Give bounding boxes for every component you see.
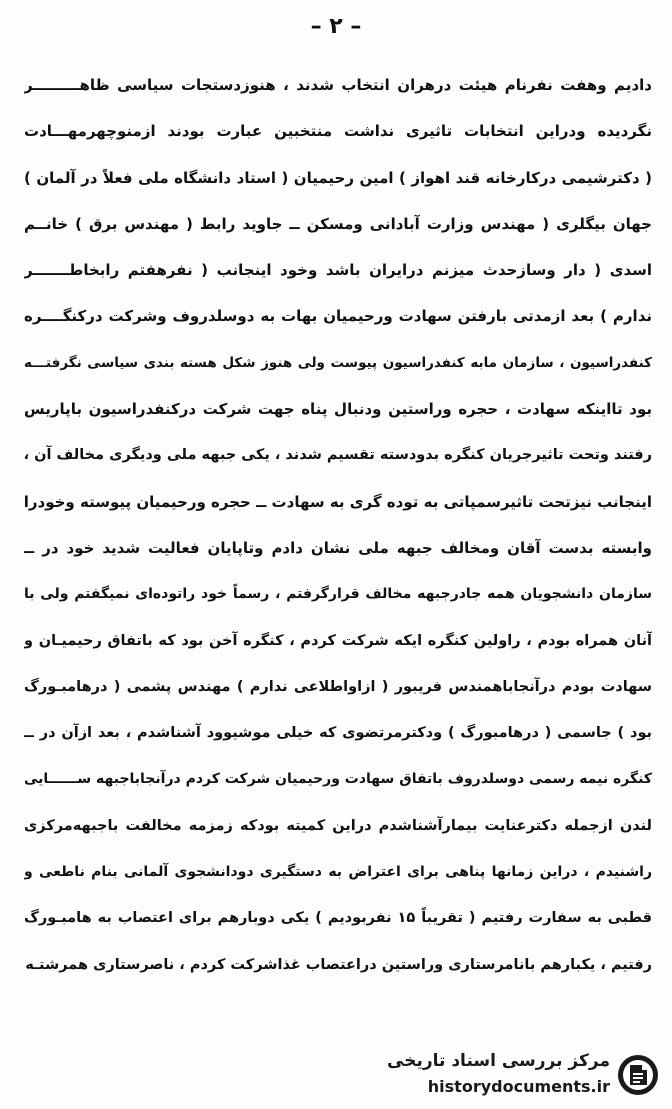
page-number: – ۲ – (310, 14, 362, 39)
text-line: رفتند وتحت تاثیرجریان کنگره بدودسته تقسیم شدند ، یکی جبهه ملی ودیگری مخالف آن ، (24, 447, 652, 464)
text-line: کنفدراسیون ، سازمان مابه کنفدراسیون پیوست ولی هنوز شکل هسته بندی سیاسی نگرفتـــه (24, 354, 652, 371)
text-line: سهادت بودم درآنجاباهمندس فریبور ( ازاواطلاعی ندارم ) مهندس پشمی ( درهامبـورگ (24, 678, 652, 695)
text-line: دادیم وهفت نفرنام هیئت درهران انتخاب شدند ، هنوزدستجات سیاسی ظاهـــــــــر (24, 76, 652, 94)
watermark-url[interactable]: historydocuments.ir (427, 1077, 610, 1096)
text-line: آنان همراه بودم ، راولین کنگره ایکه شرکت کردم ، کنگره آخن بود که باتفاق رحیمیـان و (24, 632, 652, 649)
text-line: اینجانب نیزتحت تاثیرسمپاتی به توده گری به سهادت ــ حجره ورحیمیان پیوسته وخودرا (24, 492, 652, 511)
document-seal-icon (616, 1053, 660, 1097)
text-line: قطبی به سفارت رفتیم ( تقریباً ۱۵ نفربودیم ) یکی دوبارهم برای اعتصاب به هامبـورگ (24, 910, 652, 927)
text-line: بود تااینکه سهادت ، حجره وراستین ودنبال پناه جهت شرکت درکنفدراسیون باپاریس (24, 400, 652, 419)
text-line: سازمان دانشجویان همه جادرجبهه مخالف قرارگرفتم ، رسماً خود راتوده‌ای نمیگفتم ولی با (24, 586, 652, 603)
text-line: راشنیدم ، دراین زمانها پناهی برای اعتراض به دستگیری دودانشجوی آلمانی بنام ناطعی و (24, 864, 652, 881)
text-line: نگردیده ودراین انتخابات تاثیری نداشت منتخبین عبارت بودند ازمنوچهرمهـــادت (24, 122, 652, 141)
text-line: جهان بیگلری ( مهندس وزارت آبادانی ومسکن ــ جاوید رابط ( مهندس برق ) خانــم (24, 214, 652, 233)
text-line: ندارم ) بعد ازمدتی بارفتن سهادت ورحیمیان بهات به دوسلدروف وشرکت درکنگــــره (24, 307, 652, 326)
watermark-title: مرکز بررسی اسناد تاریخی (387, 1051, 610, 1071)
text-line: وابسته بدست آقان ومخالف جبهه ملی نشان دادم وتاپایان فعالیت شدید خود در ــ (24, 538, 652, 557)
text-line: لندن ازجمله دکترعنایت بیمارآشناشدم دراین کمیته بودکه زمزمه مخالفت باجبهه‌مرکزی (24, 817, 652, 834)
text-line: کنگره نیمه رسمی دوسلدروف باتفاق سهادت ورحیمیان شرکت کردم درآنجاباجبهه ســــــایی (24, 771, 652, 788)
text-line: اسدی ( دار وسازحدث میزنم درایران باشد وخود اینجانب ( نفرهفتم رابخاطـــــــر (24, 261, 652, 280)
watermark[interactable] (374, 1049, 664, 1103)
text-line: بود ) جاسمی ( درهامبورگ ) ودکترمرتضوی که خیلی موشیوود آشناشدم ، بعد ازآن در ــ (24, 725, 652, 742)
text-line: رفتیم ، یکبارهم بانامرستاری وراستین دراعتصاب غذاشرکت کردم ، ناصرستاری همرشتـه (25, 956, 652, 973)
text-line: ( دکترشیمی درکارخانه قند اهواز ) امین رحیمیان ( استاد دانشگاه ملی فعلاً در آلمان ) (24, 168, 652, 187)
document-body (24, 62, 652, 988)
